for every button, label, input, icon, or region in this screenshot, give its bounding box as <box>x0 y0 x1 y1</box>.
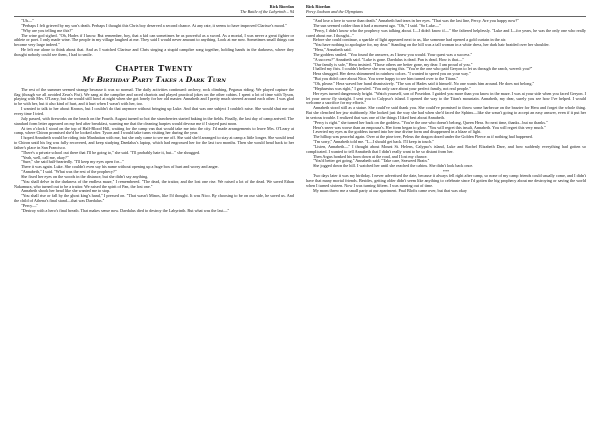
paragraph: My mom threw me a small party at our apartment. Paul Blofis came over, but that was okay <box>313 187 467 193</box>
paragraph: "You shall delve in the darkness of the endless maze," I remembered. "The dead, the traitor, and the lost one rise. We raised a lot of the dead. We saved Ethan Nakamura, who turned out to be a traitor. We raised the spirit of Pan, the lost one." <box>14 178 294 189</box>
left-text-before <box>14 19 294 58</box>
paragraph: The rest of the summer seemed strange because it was so normal. The daily activities continued: archery, rock climbing, Pegasus riding. We played capture the flag (though we all avoided Zeus's Fist). We sang at the campfire and raced chariots and played practical jokes on the other cabins. I spent a lot of time with Tyson, playing with Mrs. O'Leary, but she would still howl at night when she got lonely for her old master. Annabeth and I pretty much steered around each other. I was glad to be with her, but it also kind of hurt, and it hurt when I wasn't with her, too. <box>14 86 294 107</box>
paragraph: Annabeth stood still as a statue. She could've said thank you. She could've promised to throw some barbecue on the brazier for Hera and forget the whole thing. But she clenched her jaw stubbornly. She looked just the way she had when she'd faced the Sphinx—like she wasn't going to accept an easy answer, even if it put her in serious trouble. I realized that was one of the things I liked best about Annabeth. <box>306 105 586 120</box>
paragraph: Before she could continue, a sparkle of light appeared next to us, like someone had opened a gold curtain in the air. <box>313 37 507 43</box>
header-book-title: The Battle of the Labyrinth <box>240 9 286 14</box>
left-text-after <box>14 88 294 214</box>
paragraph: "You have nothing to apologize for, my dear." Standing on the hill was a tall woman in a white dress, her dark hair braided over her shoulder. <box>313 42 550 48</box>
paragraph: Then Argus honked his horn down at the road, and I lost my chance. <box>313 153 428 159</box>
header-title <box>14 9 294 14</box>
header-page-number: – 94 <box>286 9 294 14</box>
running-header <box>14 4 294 17</box>
paragraph: The hilltop was peaceful again. Over at the pine tree, Peleus the dragon dozed under the Golden Fleece as if nothing had happened. <box>313 134 533 140</box>
paragraph: He left me alone to think about that. And as I watched Clarisse and Chris singing a stupid campfire song together, holding hands in the darkness, where they thought nobody could see them, I had to smile. <box>14 47 294 57</box>
paragraph: "Why are you telling me this?" <box>21 27 73 33</box>
paragraph: "Percy—" <box>21 203 39 208</box>
paragraph: "Yeah, well, call me, okay?" <box>21 154 69 160</box>
paragraph: "Percy is right." she turned her back on the goddess. "You're the one who doesn't belong, Queen Hera. So next time, thanks...but no thanks." <box>313 119 548 125</box>
header-author: Rick Riordan <box>269 4 294 9</box>
chapter-title: My Birthday Party Takes a Dark Turn <box>82 74 226 84</box>
paragraph: July passed, with fireworks on the beach on the Fourth. August turned so hot the strawberries started baking in the fields. Finally, the last day of camp arrived. The standard form letter appeared on my bed after breakfast, warning me that the cleaning harpies would devour me if I stayed past noon. <box>14 115 294 126</box>
paragraph: "And lose a love to worse than death." Annabeth had tears in her eyes. "That was the last line, Percy. Are you happy now?" <box>313 18 519 23</box>
right-text-before <box>306 19 586 169</box>
chapter-number: Chapter Twenty <box>115 63 193 74</box>
paragraph: The wine god sighed. "Oh, Hades if I know. But remember, boy, that a kid can sometimes be as powerful as a sword. As a mortal, I was never a great fighter or athlete or poet. I only made wine. The people in my village laughed at me. They said I would never amount to anything. Look at me now. Sometimes small things can become very large indeed." <box>14 32 294 48</box>
paragraph: "There's a private school out there that I'll be going to," she said. "I'll probably hate it, but..." she shrugged. <box>21 149 201 155</box>
paragraph: Her eyes turned dangerously bright. "Watch yourself, son of Poseidon. I guided you more than you know in the maze. I was at your side when you faced Geryon. I let your arrow fly straight. I sent you to Calypso's island. I opened the way to the Titan's mountain. Annabeth, my dear, surely you see how I've helped. I would welcome a sacrifice for my efforts." <box>306 90 586 106</box>
paragraph: "A success?" Annabeth said. "Luke is gone. Daedalus is dead. Pan is dead. How is that—" <box>313 56 464 62</box>
right-page <box>300 0 600 424</box>
paragraph: She jogged down the hill. I watched her until she reached the cabins. She didn't look back once. <box>313 163 474 169</box>
paragraph: I averted my eyes as the goddess turned into her true divine form and disappeared in a blaze of light. <box>313 129 482 135</box>
paragraph: "Oh, please." Hera waved her hand dismissively. "The son of Hades said it himself. No one wants him around. He does not belong." <box>313 80 535 86</box>
paragraph: She fixed her eyes on the woods in the distance, but she didn't say anything. <box>21 173 149 179</box>
paragraph: Two days later it was my birthday. I never advertised the date, because it always fell right after camp, so none of my camp friends could usually come, and I didn't have that many mortal friends. Besides, getting older didn't seem like anything to celebrate since I'd gotten the big prophecy about me destroying or saving the world when I turned sixteen. Now I was turning fifteen. I was running out of time. <box>306 173 586 188</box>
paragraph: I balled my fists. I couldn't believe she was saying this. "You're the one who paid Geryon to let us through the ranch, weren't you?" <box>313 66 533 72</box>
paragraph: "Percy, I didn't know who the prophecy was talking about. I—I didn't know if—" She faltered helplessly. "Luke and I—for years, he was the only one who really cared about me. I thought..." <box>306 27 586 38</box>
paragraph: Annabeth shook her head like she wanted me to stop. <box>21 188 111 194</box>
paragraph: "Our family is safe," Hera insisted. "Those others are better gone, my dear. I am proud of you." <box>313 61 473 67</box>
running-header <box>306 4 586 17</box>
paragraph: I hoped Annabeth would be riding into Manhattan with me, but she only came to see me off. She said she'd arranged to stay at camp a little longer. She would tend to Chiron until his leg was fully recovered, and keep studying Daedalus's laptop, which had engrossed her for the last two months. Then she would head back to her father's place in San Francisco. <box>14 135 294 150</box>
scene-break: *** <box>442 169 450 175</box>
paragraph: "Listen, Annabeth—" I thought about Mount St. Helens, Calypso's island, Luke and Rachel Elizabeth Dare, and how suddenly everything had gotten so complicated. I wanted to tell Annabeth that I didn't really want to be so distant from her. <box>306 143 586 154</box>
paragraph: "You'd better get going," Annabeth said. "Take care, Seaweed Brain." <box>313 158 430 164</box>
paragraph: The goddess smiled. "You found the answers, as I knew you would. Your quest was a success." <box>313 51 473 57</box>
paragraph: At ten o'clock I stood on the top of Half-Blood Hill, waiting for the camp van that would take me into the city. I'd made arrangements to leave Mrs. O'Leary at camp, where Chiron promised she'd be looked after. Tyson and I would take turns visiting her during the year. <box>14 125 294 136</box>
paragraph: "Perhaps I felt grieved by my son's death. Perhaps I thought this Chris boy deserved a second chance. At any rate, it seems to have improved Clarisse's mood." <box>21 22 287 28</box>
paragraph: "But you didn't care about Nico. You were happy to see him turned over to the Titans." <box>313 76 459 82</box>
paragraph: "Annabeth," I said. "What was the rest of the prophecy?" <box>21 169 117 175</box>
paragraph: The sun seemed colder than it had a moment ago. "Oh," I said. "So Luke—" <box>313 22 441 28</box>
paragraph: Hera shrugged. Her dress shimmered in rainbow colors. "I wanted to speed you on your way." <box>313 71 471 77</box>
paragraph: "Destroy with a hero's final breath. That makes sense now. Daedalus died to destroy the Labyrinth. But what was the last—" <box>21 207 230 213</box>
paragraph: "Hephaestus was right," I growled. "You only care about your perfect family, not real people." <box>313 85 471 91</box>
paragraph: I wanted to talk to her about Kronos, but I couldn't do that anymore without bringing up Luke. And that was one subject I couldn't raise. She would shut me out every time I tried. <box>14 106 294 116</box>
paragraph: "Hera," Annabeth said. <box>313 47 352 53</box>
paragraph: Hera's sneer was worse than an empousa's. Her form began to glow. "You will regret this insult, Annabeth. You will regret this very much." <box>313 124 546 130</box>
header-title: Percy Jackson and the Olympians <box>306 9 363 14</box>
paragraph: "You shall rise or fall by the ghost king's hand," I pressed on. "That wasn't Minos, like I'd thought. It was Nico. By choosing to be on our side, he saved us. And the child of Athena's final stand—that was Daedalus." <box>14 193 294 204</box>
paragraph: "Sure," she said half-heartedly. "I'll keep my eyes open for..." <box>21 159 124 165</box>
paragraph: There it was again. Luke. She couldn't even say his name without opening up a huge box of hurt and worry and anger. <box>21 164 219 170</box>
paragraph: "Uh—" <box>21 18 34 23</box>
paragraph: "I'm sorry," Annabeth told me. "I—I should get back. I'll keep in touch." <box>313 139 435 145</box>
right-text-after <box>306 174 586 193</box>
header-author: Rick Riordan <box>306 4 331 9</box>
